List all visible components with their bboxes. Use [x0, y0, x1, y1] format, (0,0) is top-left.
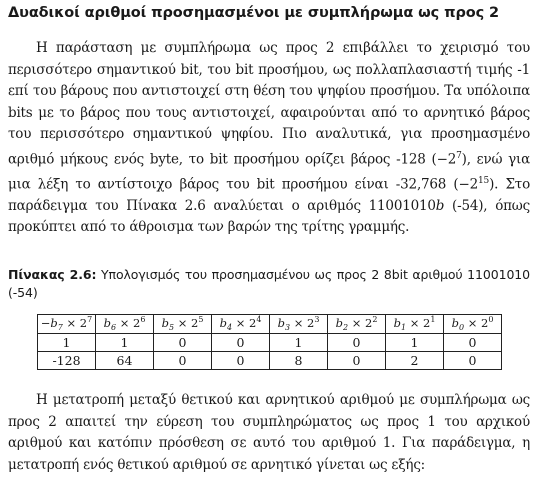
table-cell: 1 [38, 334, 96, 352]
table-cell: 0 [328, 334, 386, 352]
column-header-bit-3: $b_3 \times 2^3$ [270, 315, 328, 334]
table-caption-label: Πίνακας 2.6: [8, 267, 97, 282]
column-header-bit-1: $b_1 \times 2^1$ [386, 315, 444, 334]
column-header-bit-7: $-b_7 \times 2^7$ [38, 315, 96, 334]
table-row [38, 334, 502, 352]
bit-weights-table [37, 314, 502, 370]
table-caption [8, 266, 530, 302]
table-caption-text: Υπολογισμός του προσημασμένου ως προς 2 8bit αριθμού 11001010 (-54) [8, 267, 530, 300]
table-cell: 1 [96, 334, 154, 352]
paragraph-text-c: ). Στο παράδειγμα του Πίνακα 2.6 αναλύεται ο αριθμός 11001010 [8, 176, 530, 214]
binary-suffix: b [435, 197, 445, 214]
table-cell: 1 [386, 334, 444, 352]
table-cell: 2 [386, 352, 444, 370]
table-cell: 64 [96, 352, 154, 370]
section-heading: Δυαδικοί αριθμοί προσημασμένοι με συμπλήρωμα ως προς 2 [8, 5, 500, 21]
column-header-bit-6: $b_6 \times 2^6$ [96, 315, 154, 334]
table-cell: 0 [154, 352, 212, 370]
column-header-bit-4: $b_4 \times 2^4$ [212, 315, 270, 334]
table-cell: 1 [270, 334, 328, 352]
table-row [38, 352, 502, 370]
table-cell: 0 [212, 334, 270, 352]
paragraph-conversion: Η μετατροπή μεταξύ θετικού και αρνητικού αριθμού με συμπλήρωμα ως προς 2 απαιτεί την εύρεση του συμπληρώματος ως προς 1 του αρχικού αριθμού και κατόπιν πρόσθεση σε αυτό του αριθμού 1. Για παράδειγμα, η μετατροπή ενός θετικού αριθμού σε αρνητικό γίνεται ως εξής: [8, 392, 530, 473]
table-cell: 0 [212, 352, 270, 370]
paragraph-text-b: ), ενώ για μια λέξη το αντίστοιχο βάρος του bit προσήμου είναι -32,768 (−2 [8, 151, 531, 192]
table-cell: -128 [38, 352, 96, 370]
table-body [38, 334, 502, 370]
table-cell: 0 [328, 352, 386, 370]
paragraph-twos-complement [8, 38, 530, 239]
column-header-bit-2: $b_2 \times 2^2$ [328, 315, 386, 334]
paragraph-text-d: (-54), όπως προκύπτει από το άθροισμα των βαρών της τρίτης γραμμής. [8, 197, 530, 235]
exponent-15: 15 [478, 175, 490, 186]
table-cell: 8 [270, 352, 328, 370]
table-cell: 0 [154, 334, 212, 352]
paragraph-text-a: Η παράσταση με συμπλήρωμα ως προς 2 επιβάλλει το χειρισμό του περισσότερο σημαντικού bit, του bit προσήμου, ως πολλαπλασιαστή τιμής -1 επί του βάρους που αντιστοιχεί στη θέση του ψηφίου προσήμου. Τα υπόλοιπα bits με το βάρος που τους αντιστοιχεί, αφαιρούνται από το αρνητικό βάρος του περισσότερο σημαντικού ψηφίου. Πιο αναλυτικά, για προσημασμένο αριθμό μήκους ενός byte, το bit προσήμου ορίζει βάρος -128 (−2 [8, 40, 530, 167]
column-header-bit-0: $b_0 \times 2^0$ [444, 315, 502, 334]
table-cell: 0 [444, 352, 502, 370]
column-header-bit-5: $b_5 \times 2^5$ [154, 315, 212, 334]
table-cell: 0 [444, 334, 502, 352]
exponent-7: 7 [456, 150, 462, 161]
table-header-row [38, 315, 502, 334]
